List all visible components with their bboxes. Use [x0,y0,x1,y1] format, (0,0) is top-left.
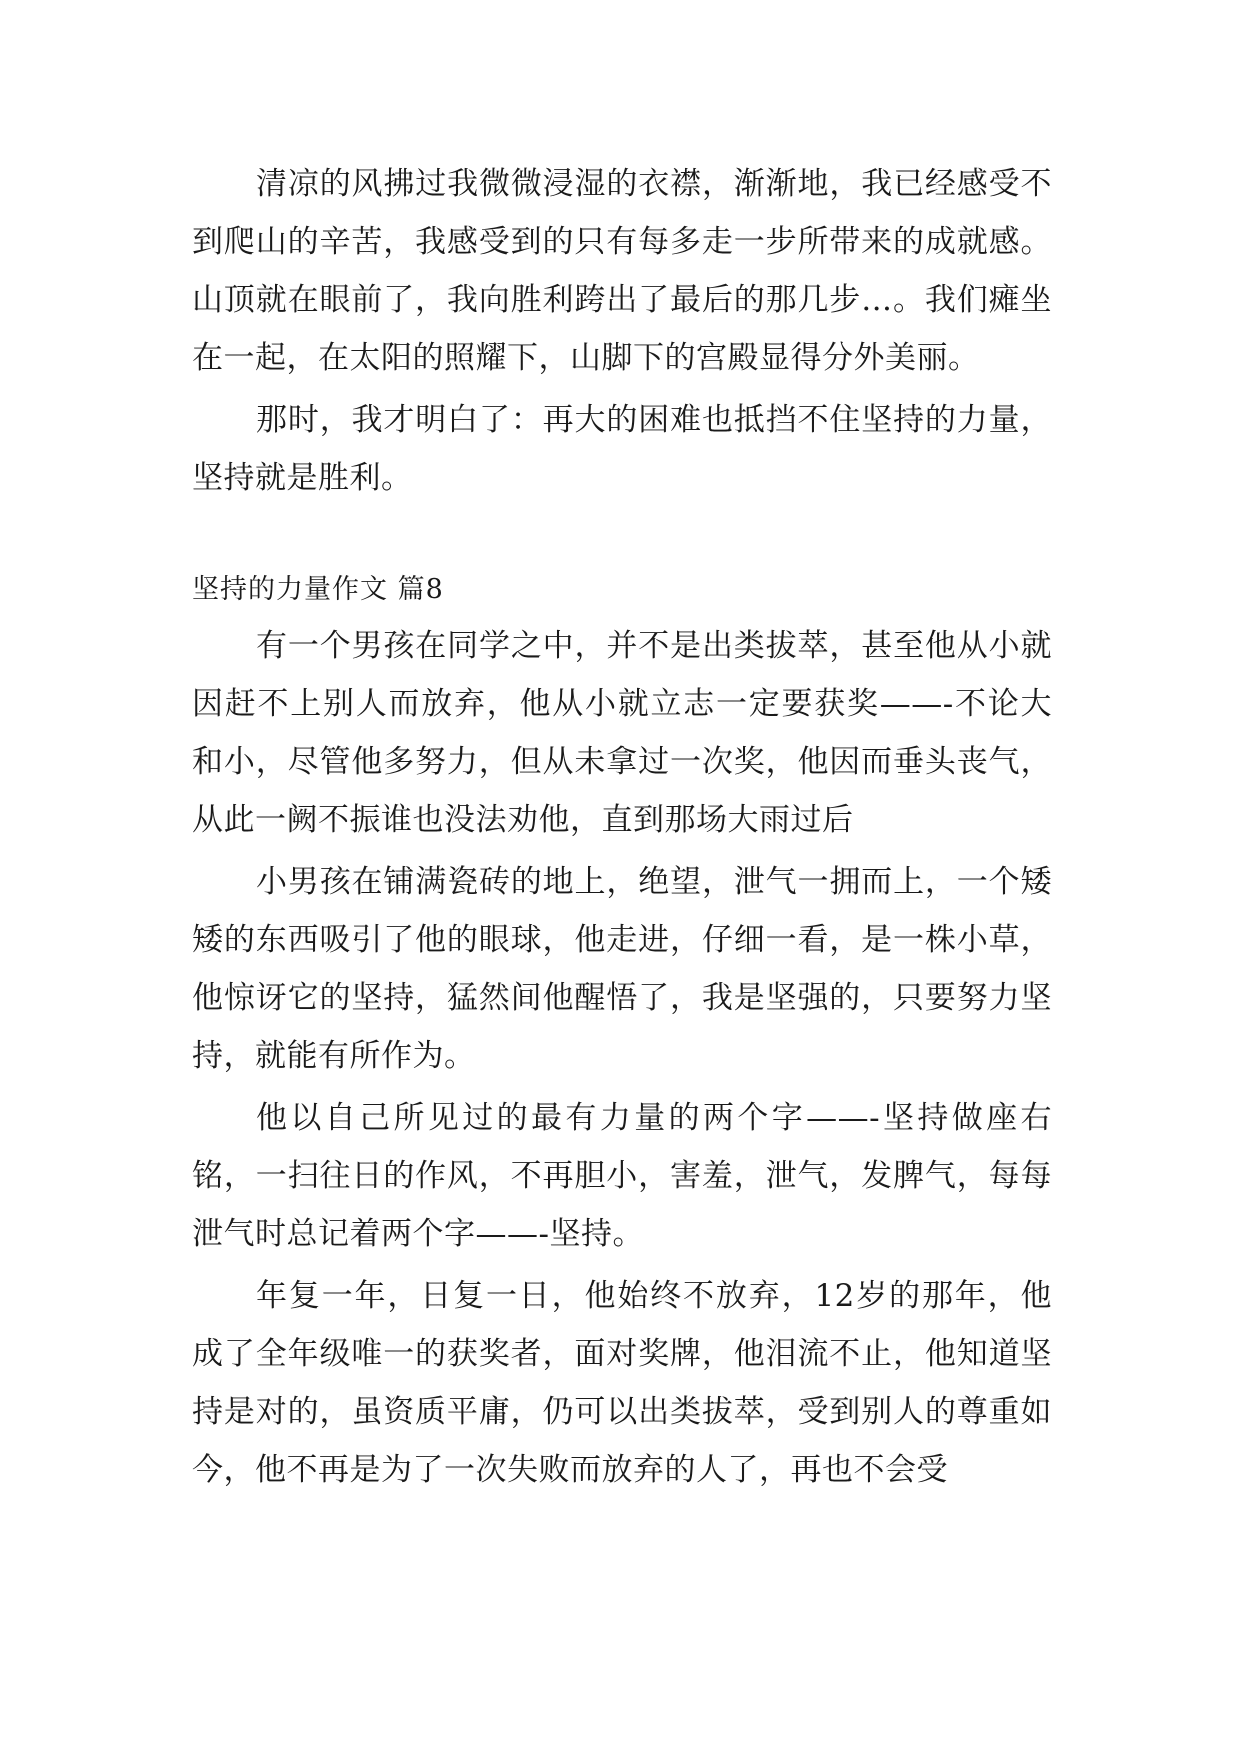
document-page [192,155,1052,1499]
paragraph-realization: 那时，我才明白了：再大的困难也抵挡不住坚持的力量，坚持就是胜利。 [192,402,1052,496]
section-heading: 坚持的力量作文 篇8 [192,574,444,605]
paragraph-grass: 小男孩在铺满瓷砖的地上，绝望，泄气一拥而上，一个矮矮的东西吸引了他的眼球，他走进，仔细一看，是一株小草，他惊讶它的坚持，猛然间他醒悟了，我是坚强的，只要努力坚持，就能有所作为。 [192,864,1052,1074]
paragraph-award: 年复一年，日复一日，他始终不放弃，12岁的那年，他成了全年级唯一的获奖者，面对奖牌，他泪流不止，他知道坚持是对的，虽资质平庸，仍可以出类拔萃，受到别人的尊重如今，他不再是为了一次失败而放弃的人了，再也不会受 [192,1278,1052,1488]
paragraph-motto: 他以自己所见过的最有力量的两个字——-坚持做座右铭，一扫往日的作风，不再胆小，害羞，泄气，发脾气，每每泄气时总记着两个字——-坚持。 [192,1100,1052,1252]
paragraph-mountain-climb: 清凉的风拂过我微微浸湿的衣襟，渐渐地，我已经感受不到爬山的辛苦，我感受到的只有每多走一步所带来的成就感。山顶就在眼前了，我向胜利跨出了最后的那几步…。我们瘫坐在一起，在太阳的照耀下，山脚下的宫殿显得分外美丽。 [192,166,1052,376]
paragraph-boy-intro: 有一个男孩在同学之中，并不是出类拔萃，甚至他从小就因赶不上别人而放弃，他从小就立志一定要获奖——-不论大和小，尽管他多努力，但从未拿过一次奖，他因而垂头丧气，从此一阙不振谁也没法劝他，直到那场大雨过后 [192,628,1052,838]
